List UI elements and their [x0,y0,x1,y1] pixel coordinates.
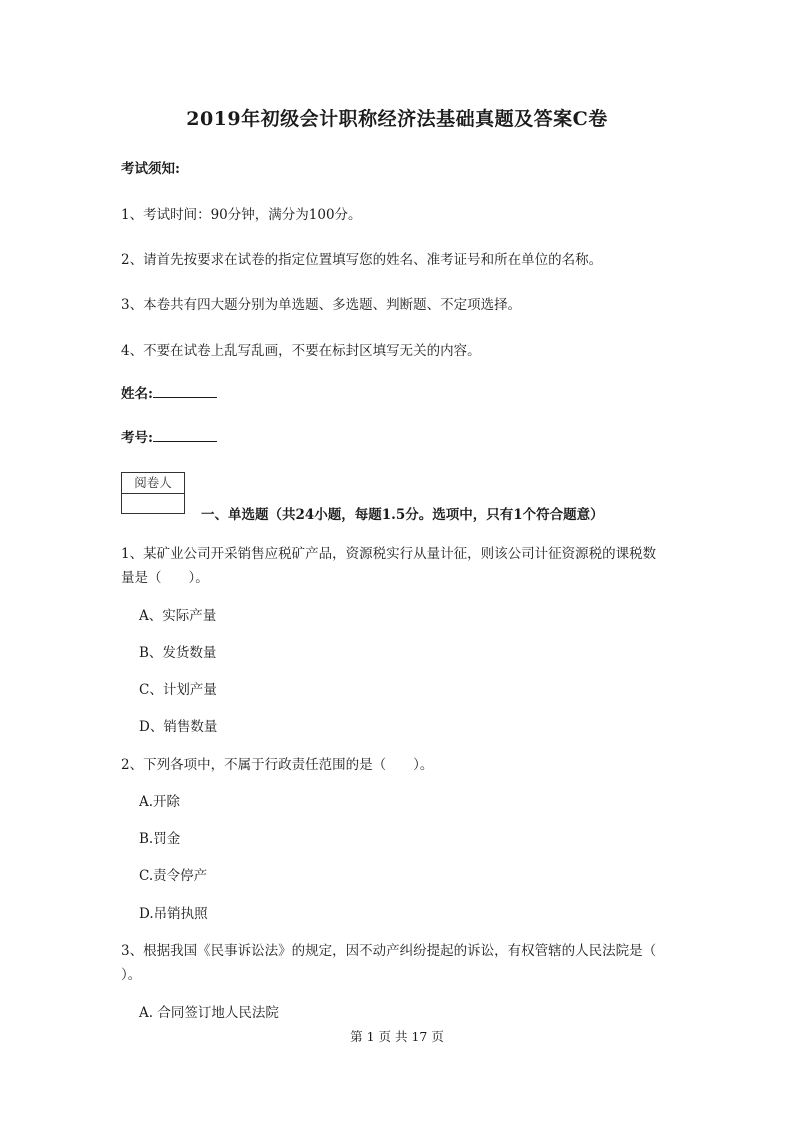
question-1-option-b: B、发货数量 [139,645,217,661]
question-3-text-cont: ）。 [121,967,142,983]
exam-id-blank[interactable] [153,427,217,442]
name-label: 姓名: [121,386,153,402]
page-footer: 第 1 页 共 17 页 [350,1029,444,1044]
question-2-option-b: B.罚金 [139,831,181,847]
notice-item-1: 1、考试时间：90分钟，满分为100分。 [121,207,362,223]
question-2-option-d: D.吊销执照 [139,906,208,922]
question-1-text-cont: 量是（ ）。 [121,570,209,586]
exam-id-field [121,426,217,446]
question-1-option-d: D、销售数量 [139,719,218,735]
question-2-option-a: A.开除 [139,794,181,810]
notice-item-4: 4、不要在试卷上乱写乱画，不要在标封区填写无关的内容。 [121,343,481,359]
section-heading: 一、单选题（共24小题，每题1.5分。选项中，只有1个符合题意） [201,507,604,523]
grader-label: 阅卷人 [122,473,184,494]
question-2-text: 2、下列各项中，不属于行政责任范围的是（ ）。 [121,757,434,773]
exam-id-label: 考号: [121,430,153,446]
question-2-option-c: C.责令停产 [139,868,208,884]
name-field [121,382,217,402]
grader-box [121,472,185,514]
name-blank[interactable] [153,383,217,398]
notice-item-3: 3、本卷共有四大题分别为单选题、多选题、判断题、不定项选择。 [121,297,522,313]
question-1-text: 1、某矿业公司开采销售应税矿产品，资源税实行从量计征，则该公司计征资源税的课税数 [121,546,657,562]
notice-item-2: 2、请首先按要求在试卷的指定位置填写您的姓名、准考证号和所在单位的名称。 [121,252,603,268]
question-3-text: 3、根据我国《民事诉讼法》的规定，因不动产纠纷提起的诉讼，有权管辖的人民法院是（ [121,943,657,959]
notice-heading: 考试须知: [121,161,180,177]
document-title: 2019年初级会计职称经济法基础真题及答案C卷 [186,108,608,130]
question-3-option-a: A. 合同签订地人民法院 [139,1005,279,1021]
question-1-option-a: A、实际产量 [139,608,217,624]
question-1-option-c: C、计划产量 [139,682,217,698]
